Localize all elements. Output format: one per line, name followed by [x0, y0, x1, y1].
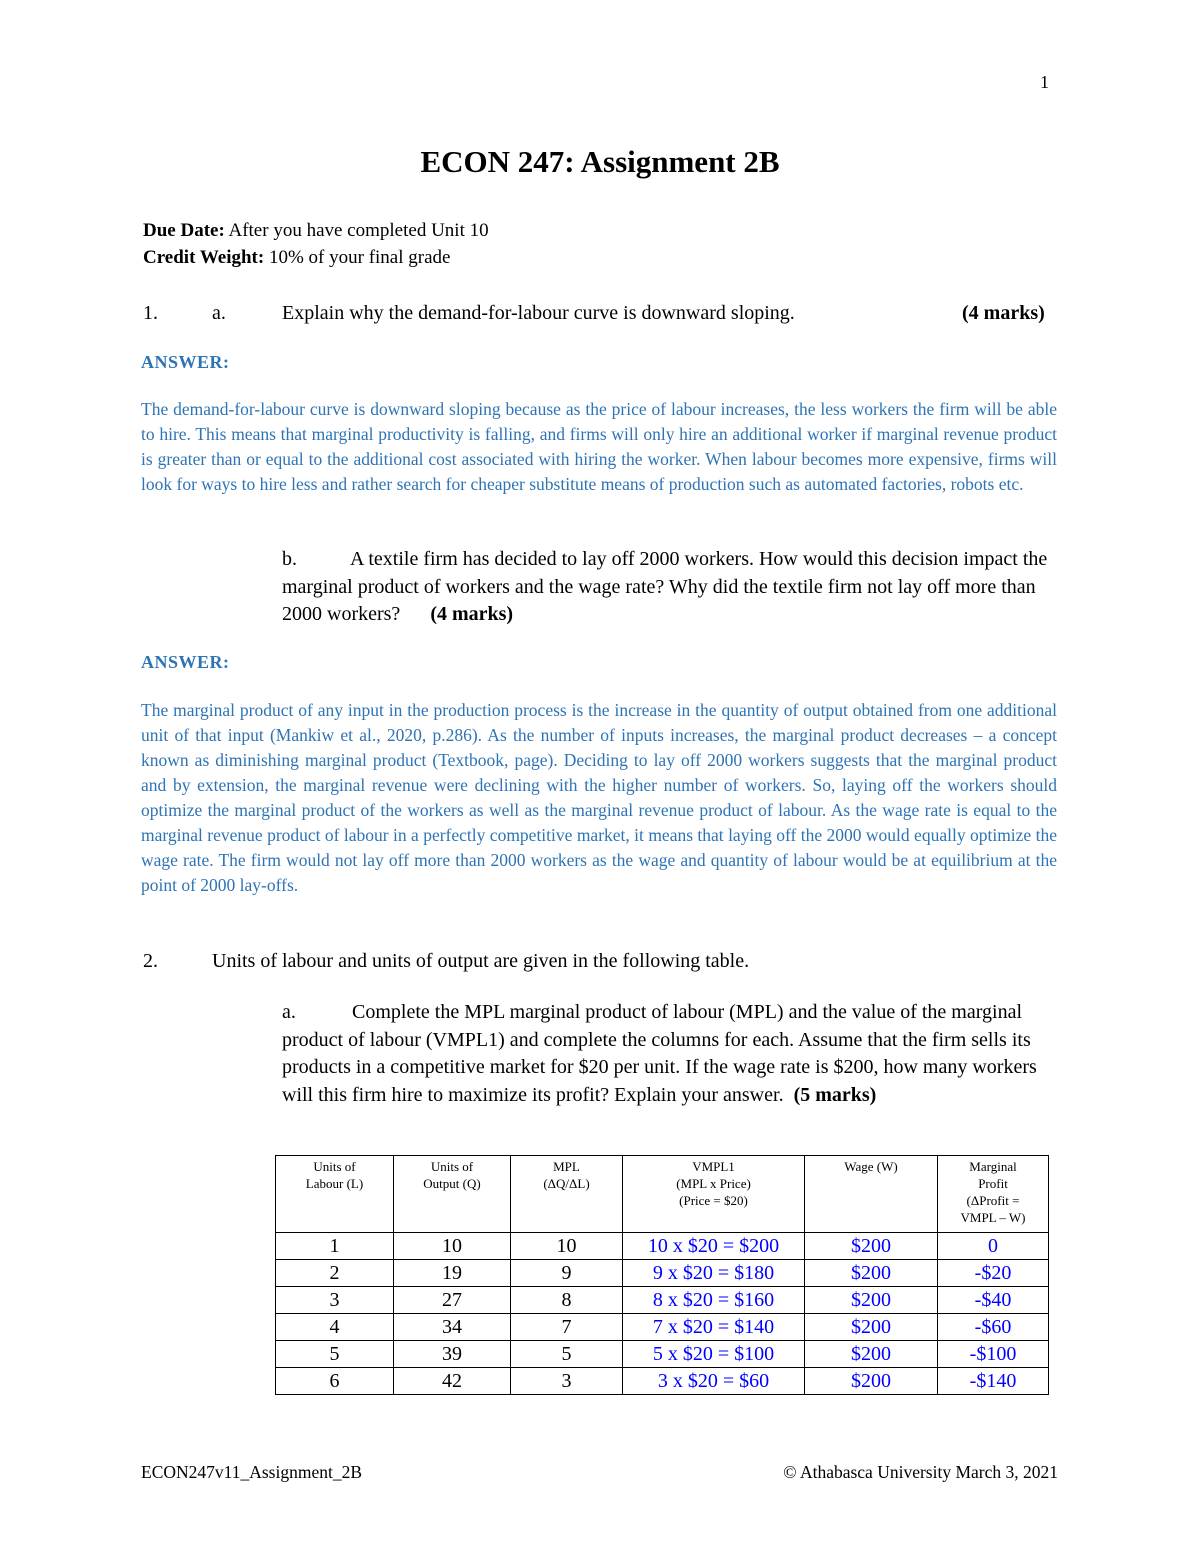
cell-labour: 6 [276, 1368, 394, 1395]
cell-vmpl: 8 x $20 = $160 [623, 1287, 805, 1314]
table-row [276, 1368, 1049, 1395]
cell-labour: 4 [276, 1314, 394, 1341]
cell-vmpl: 5 x $20 = $100 [623, 1341, 805, 1368]
cell-output: 39 [394, 1341, 511, 1368]
cell-output: 34 [394, 1314, 511, 1341]
cell-profit: 0 [938, 1233, 1049, 1260]
cell-mpl: 3 [511, 1368, 623, 1395]
cell-mpl: 5 [511, 1341, 623, 1368]
cell-profit: -$60 [938, 1314, 1049, 1341]
cell-wage: $200 [805, 1287, 938, 1314]
cell-wage: $200 [805, 1314, 938, 1341]
credit-weight-line [143, 247, 450, 269]
cell-vmpl: 3 x $20 = $60 [623, 1368, 805, 1395]
table-row [276, 1314, 1049, 1341]
cell-profit: -$100 [938, 1341, 1049, 1368]
q2a-question [282, 999, 1062, 1109]
cell-vmpl: 10 x $20 = $200 [623, 1233, 805, 1260]
q1a-text: Explain why the demand-for-labour curve is downward sloping. [282, 302, 795, 324]
cell-wage: $200 [805, 1233, 938, 1260]
q1b-question [282, 546, 1062, 629]
header-mpl: MPL (ΔQ/ΔL) [511, 1156, 623, 1233]
document-title: ECON 247: Assignment 2B [420, 144, 780, 179]
page-number: 1 [1040, 72, 1049, 92]
header-units-of-output: Units of Output (Q) [394, 1156, 511, 1233]
cell-output: 19 [394, 1260, 511, 1287]
cell-labour: 5 [276, 1341, 394, 1368]
header-wage: Wage (W) [805, 1156, 938, 1233]
cell-output: 42 [394, 1368, 511, 1395]
table-header-row [276, 1156, 1049, 1233]
table-row [276, 1287, 1049, 1314]
q1-number: 1. [143, 302, 158, 324]
q1b-marks: (4 marks) [430, 603, 514, 625]
cell-mpl: 7 [511, 1314, 623, 1341]
cell-mpl: 8 [511, 1287, 623, 1314]
cell-wage: $200 [805, 1260, 938, 1287]
labour-output-table [275, 1155, 1049, 1395]
cell-output: 27 [394, 1287, 511, 1314]
q2-intro: Units of labour and units of output are given in the following table. [212, 950, 750, 972]
header-vmpl: VMPL1 (MPL x Price) (Price = $20) [623, 1156, 805, 1233]
header-marginal-profit: Marginal Profit (ΔProfit = VMPL – W) [938, 1156, 1049, 1233]
footer-copyright: © Athabasca University March 3, 2021 [783, 1462, 1058, 1482]
due-date-label: Due Date: [143, 220, 225, 241]
q1a-marks: (4 marks) [962, 302, 1045, 324]
credit-weight-label: Credit Weight: [143, 247, 265, 268]
cell-labour: 1 [276, 1233, 394, 1260]
cell-profit: -$20 [938, 1260, 1049, 1287]
header-units-of-labour: Units of Labour (L) [276, 1156, 394, 1233]
q1b-answer-label: ANSWER: [141, 652, 230, 672]
q2a-marks: (5 marks) [793, 1083, 877, 1106]
cell-wage: $200 [805, 1341, 938, 1368]
cell-profit: -$140 [938, 1368, 1049, 1395]
q1a-answer-label: ANSWER: [141, 352, 230, 372]
q1a-answer-text: The demand-for-labour curve is downward sloping because as the price of labour increases, the less workers the firm will be able to hire. This means that marginal productivity is falling, and firms will only hire an additional worker if marginal revenue product is greater than or equal to the additional cost associated with hiring the worker. When labour becomes more expensive, firms will look for ways to hire less and rather search for cheaper substitute means of production such as automated factories, robots etc. [141, 399, 1057, 494]
table-row [276, 1260, 1049, 1287]
table-row [276, 1341, 1049, 1368]
cell-mpl: 9 [511, 1260, 623, 1287]
due-date-line [143, 220, 489, 242]
q1a-letter: a. [212, 302, 226, 324]
due-date-value: After you have completed Unit 10 [224, 220, 489, 241]
q2a-letter: a. [282, 1001, 296, 1023]
q1b-letter: b. [282, 548, 297, 570]
q1b-text: A textile firm has decided to lay off 2000 workers. How would this decision impact the marginal product of workers and the wage rate? Why did the textile firm not lay off more than 2000 workers? [282, 548, 1048, 625]
cell-mpl: 10 [511, 1233, 623, 1260]
cell-profit: -$40 [938, 1287, 1049, 1314]
q2-number: 2. [143, 950, 158, 972]
footer-document-id: ECON247v11_Assignment_2B [141, 1462, 363, 1482]
cell-labour: 2 [276, 1260, 394, 1287]
cell-vmpl: 9 x $20 = $180 [623, 1260, 805, 1287]
credit-weight-value: 10% of your final grade [264, 247, 451, 268]
q1b-answer-text: The marginal product of any input in the production process is the increase in the quantity of output obtained from one additional unit of that input (Mankiw et al., 2020, p.286). As the number of inputs increases, the marginal product decreases – a concept known as diminishing marginal product (Textbook, page). Deciding to lay off 2000 workers suggests that the marginal product and by extension, the marginal revenue were declining with the higher number of workers. So, laying off the workers should optimize the marginal product of the workers as well as the marginal revenue product of labour. As the wage rate is equal to the marginal revenue product of labour in a perfectly competitive market, it means that laying off the 2000 would equally optimize the wage rate. The firm would not lay off more than 2000 workers as the wage and quantity of labour would be at equilibrium at the point of 2000 lay-offs. [141, 700, 1057, 895]
table-row [276, 1233, 1049, 1260]
cell-vmpl: 7 x $20 = $140 [623, 1314, 805, 1341]
cell-wage: $200 [805, 1368, 938, 1395]
cell-labour: 3 [276, 1287, 394, 1314]
cell-output: 10 [394, 1233, 511, 1260]
q2a-text: Complete the MPL marginal product of labour (MPL) and the value of the marginal product of labour (VMPL1) and complete the columns for each. Assume that the firm sells its products in a competitive market for $20 per unit. If the wage rate is $200, how many workers will this firm hire to maximize its profit? Explain your answer. [282, 1001, 1037, 1106]
